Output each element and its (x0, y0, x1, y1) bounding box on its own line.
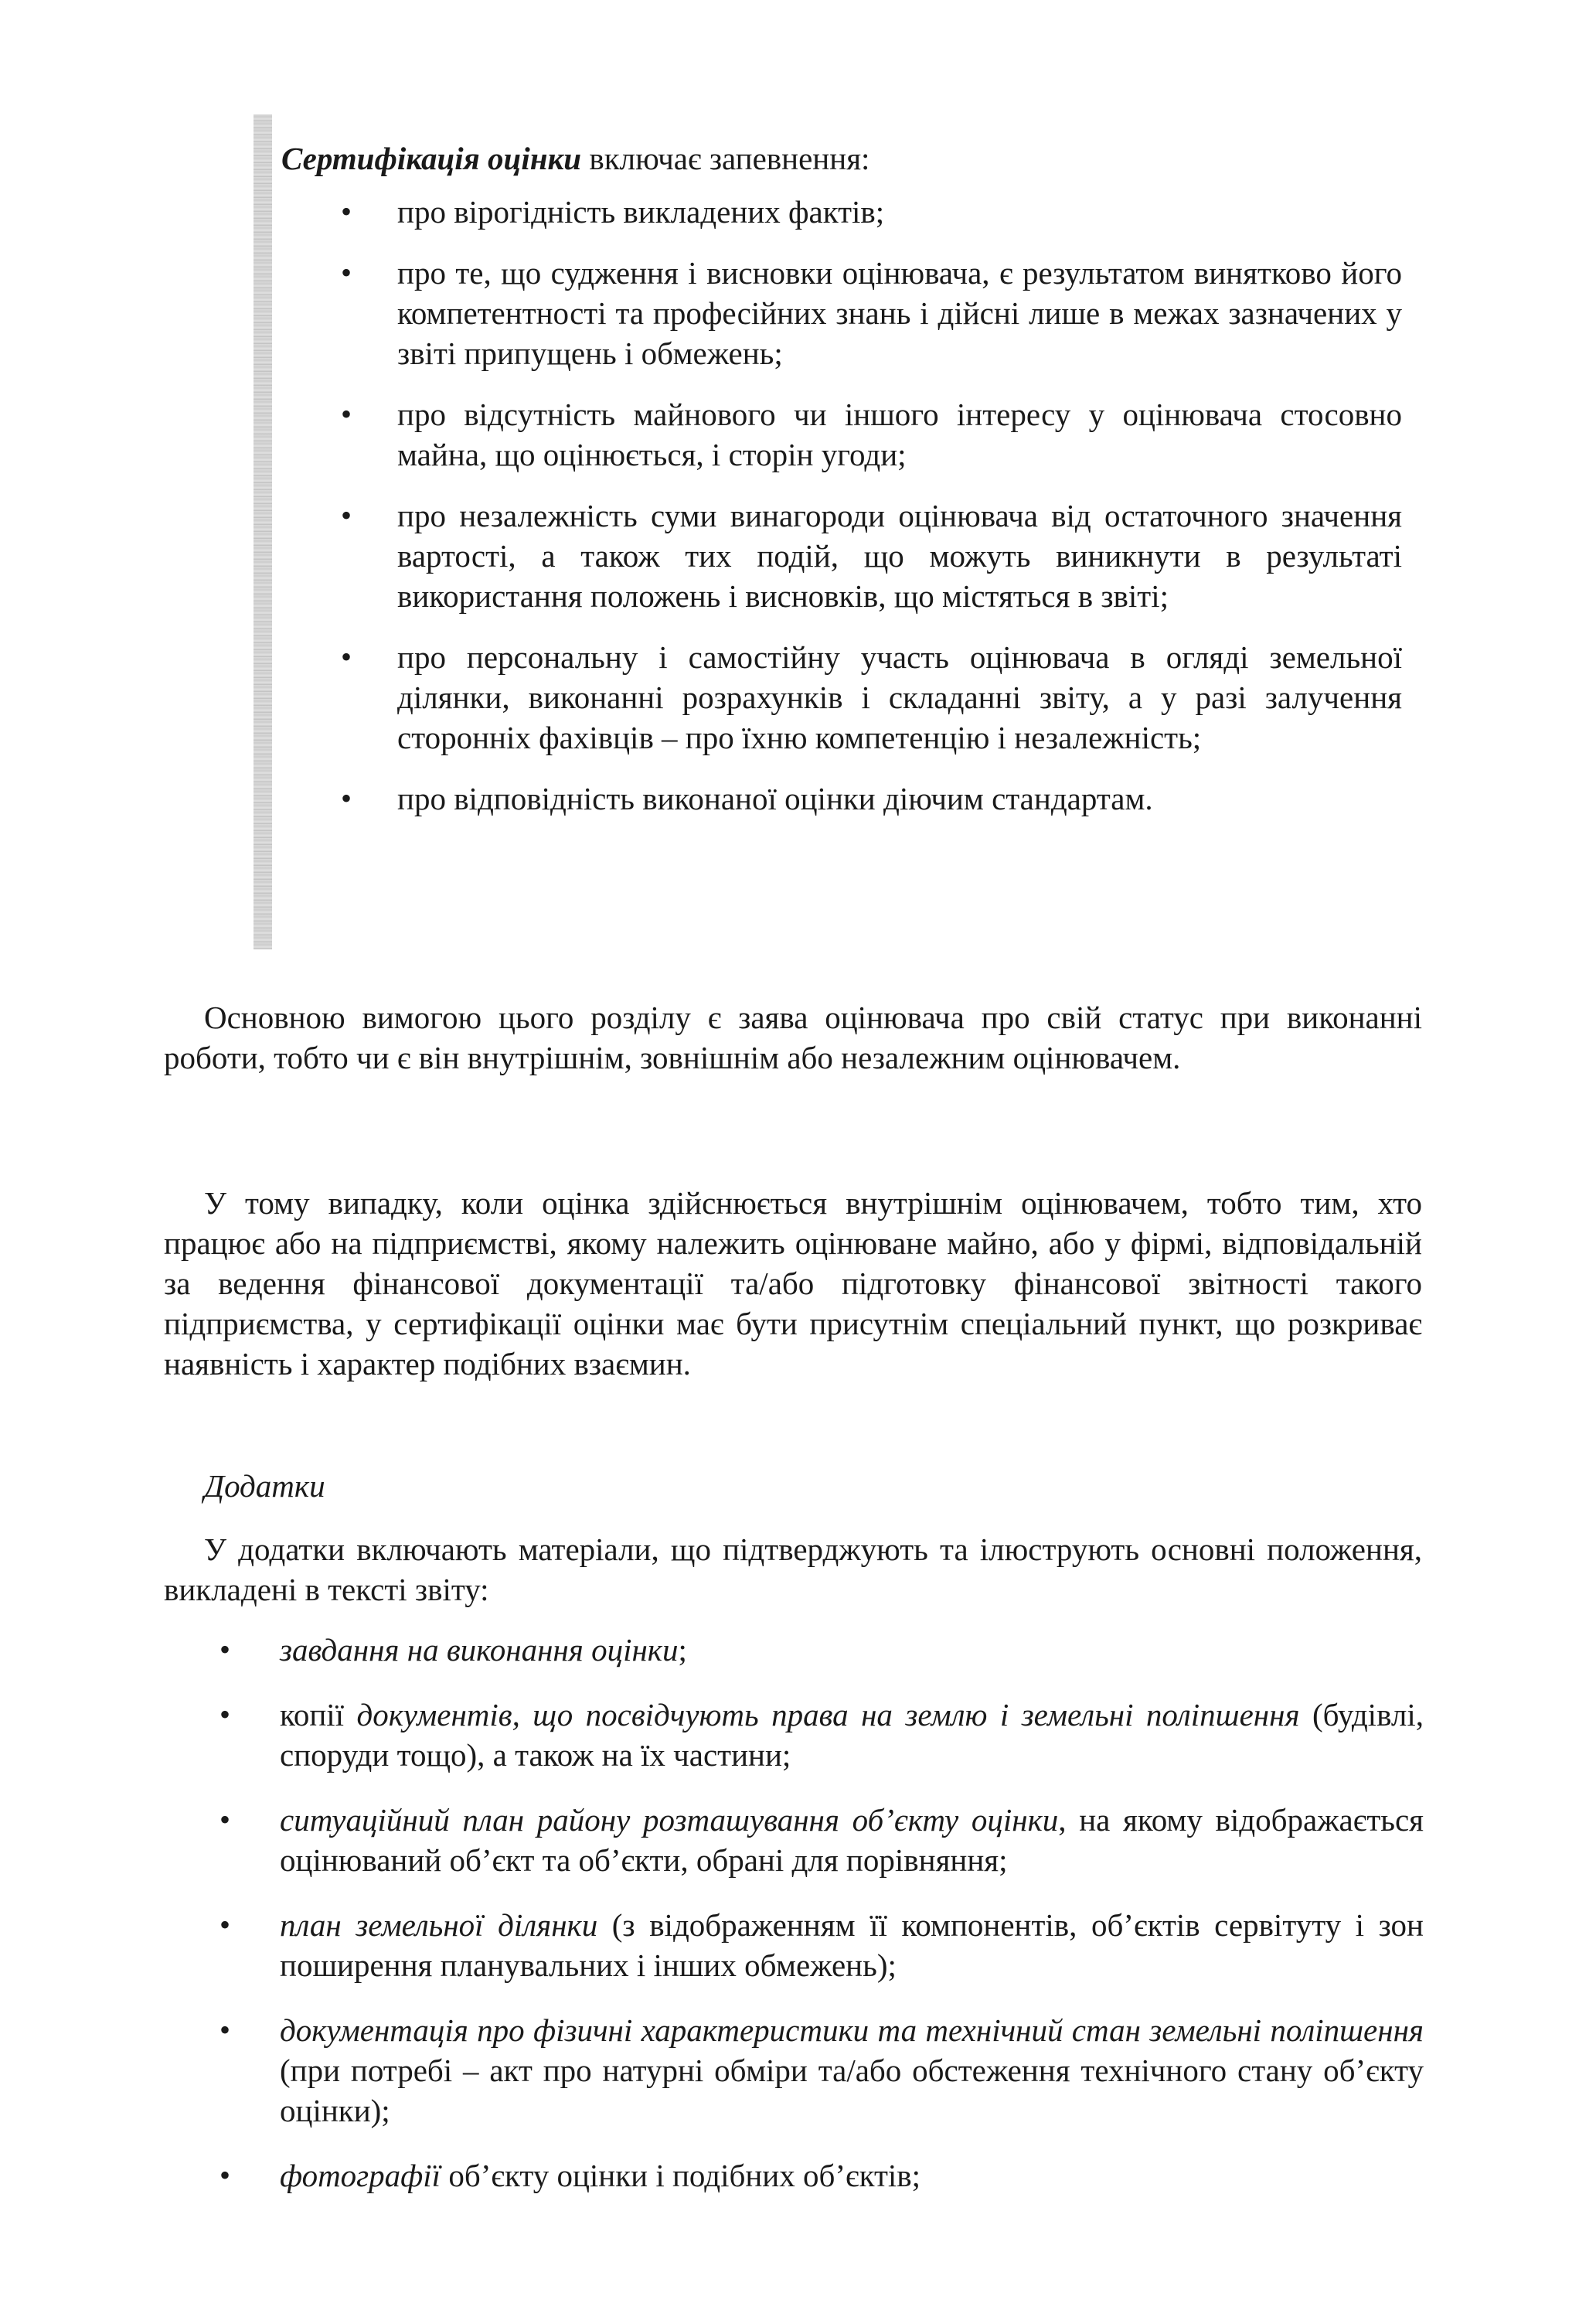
appendix-item: • ситуаційний план району розташування об’єкту оцінки, на якому відображається оцінюваний об’єкт та об’єкти, обрані для порівняння; (164, 1800, 1424, 1880)
certification-item: • про персональну і самостійну участь оцінювача в огляді земельної ділянки, виконанні розрахунків і складанні звіту, а у разі залучення сторонніх фахівців – про їхню компетенцію і незалежність; (254, 637, 1402, 758)
appendix-item: • фотографії об’єкту оцінки і подібних об’єктів; (164, 2155, 1424, 2196)
certification-heading-bold: Сертифікація оцінки (281, 141, 582, 176)
bullet-icon: • (219, 1907, 231, 1942)
bullet-icon: • (219, 2012, 231, 2047)
certification-box (254, 114, 1413, 949)
certification-item: • про незалежність суми винагороди оцінювача від остаточного значення вартості, а також тих подій, що можуть виникнути в результаті використання положень і висновків, що містяться в звіті; (254, 496, 1402, 616)
appendix-item: • завдання на виконання оцінки; (164, 1630, 1424, 1670)
bullet-icon: • (341, 781, 352, 816)
bullet-icon: • (341, 194, 352, 229)
bullet-icon: • (219, 2158, 231, 2192)
appendix-item: • копії документів, що посвідчують права на землю і земельні поліпшення (будівлі, споруди тощо), а також на їх частини; (164, 1695, 1424, 1775)
bullet-icon: • (219, 1697, 231, 1732)
bullet-icon: • (219, 1802, 231, 1837)
bullet-icon: • (219, 1632, 231, 1667)
bullet-icon: • (341, 639, 352, 674)
appendix-item: • документація про фізичні характеристики та технічний стан земельні поліпшення (при потребі – акт про натурні обміри та/або обстеження технічного стану об’єкту оцінки); (164, 2010, 1424, 2131)
status-paragraph: Основною вимогою цього розділу є заява оцінювача про свій статус при виконанні роботи, тобто чи є він внутрішнім, зовнішнім або незалежним оцінювачем. (164, 1000, 1422, 1075)
appendices-heading: Додатки (204, 1468, 325, 1504)
bullet-icon: • (341, 397, 352, 431)
bullet-icon: • (341, 255, 352, 290)
appendices-intro: У додатки включають матеріали, що підтверджують та ілюструють основні положення, викладені в тексті звіту: (164, 1531, 1422, 1607)
certification-item: • про відповідність виконаної оцінки діючим стандартам. (254, 779, 1402, 819)
certification-item: • про те, що судження і висновки оцінювача, є результатом винятково його компетентності та професійних знань і дійсні лише в межах зазначених у звіті припущень і обмежень; (254, 253, 1402, 373)
certification-heading (281, 138, 869, 179)
internal-appraiser-paragraph: У тому випадку, коли оцінка здійснюється внутрішнім оцінювачем, тобто тим, хто працює або на підприємстві, якому належить оцінюване майно, або у фірмі, відповідальній за ведення фінансової документації та/або підготовку фінансової звітності такого підприємства, у сертифікації оцінки має бути присутнім спеціальний пункт, що розкриває наявність і характер подібних взаємин. (164, 1185, 1422, 1382)
certification-item: • про вірогідність викладених фактів; (254, 192, 1402, 232)
appendix-item: • план земельної ділянки (з відображенням її компонентів, об’єктів сервітуту і зон поширення планувальних і інших обмежень); (164, 1905, 1424, 1985)
appendices-list (164, 1630, 1424, 2220)
certification-list (254, 192, 1413, 840)
certification-item: • про відсутність майнового чи іншого інтересу у оцінювача стосовно майна, що оцінюється, і сторін угоди; (254, 394, 1402, 475)
certification-heading-rest: включає запевнення: (581, 141, 870, 176)
bullet-icon: • (341, 498, 352, 533)
